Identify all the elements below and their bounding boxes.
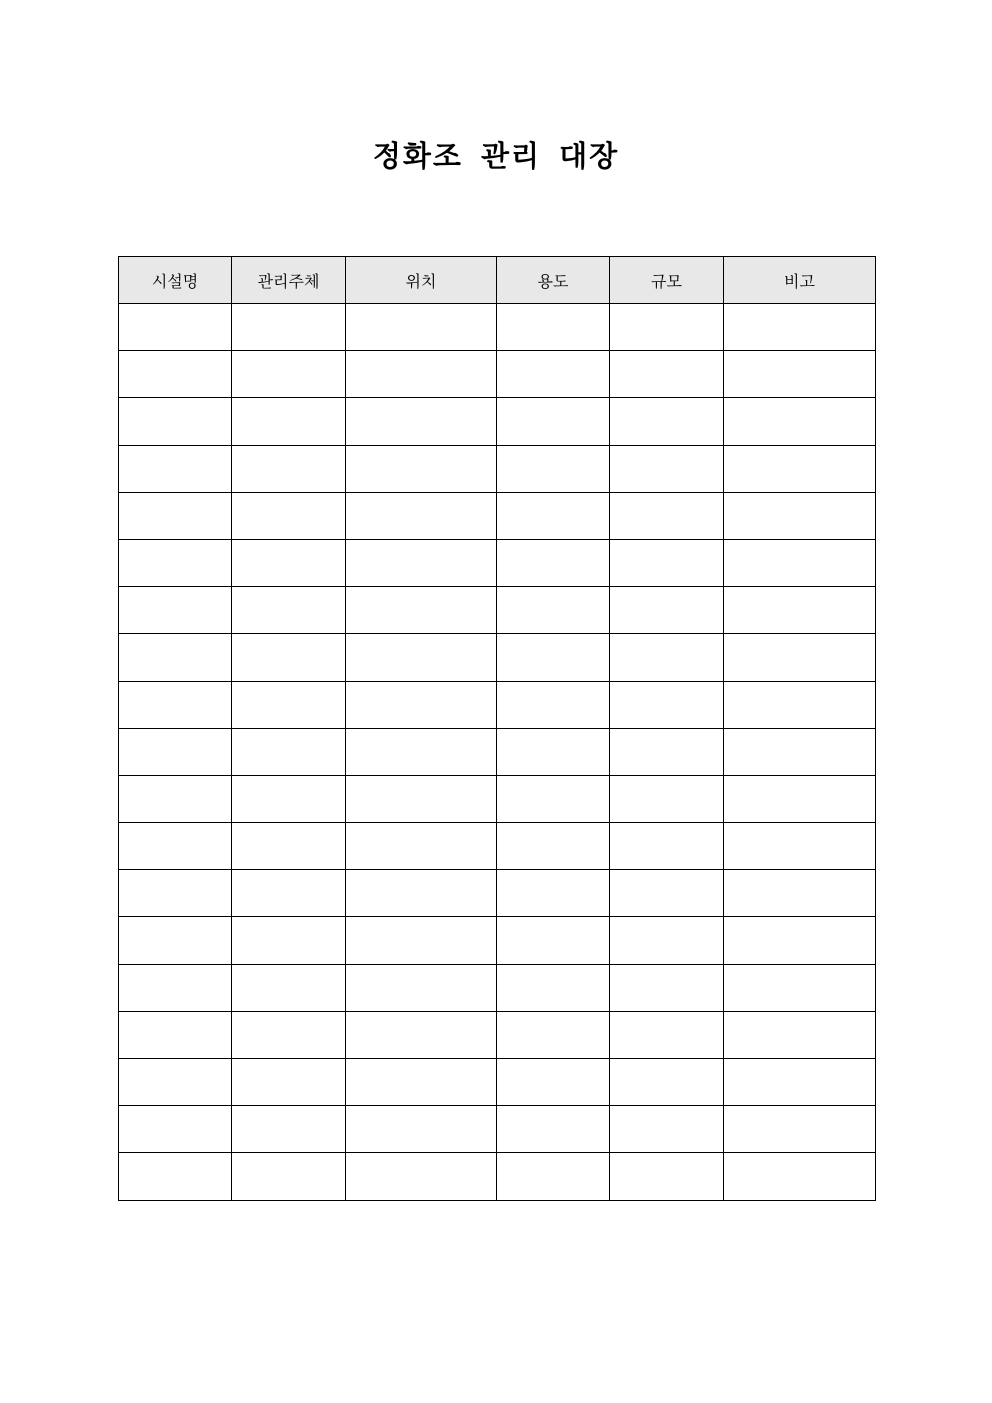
management-entity-cell[interactable]	[232, 870, 346, 917]
header-location: 위치	[346, 257, 497, 304]
facility-name-cell[interactable]	[119, 492, 232, 539]
location-cell[interactable]	[346, 1011, 497, 1058]
location-cell[interactable]	[346, 634, 497, 681]
location-cell[interactable]	[346, 964, 497, 1011]
remarks-cell[interactable]	[724, 587, 876, 634]
purpose-cell[interactable]	[497, 1106, 610, 1153]
table-row	[119, 917, 876, 964]
remarks-cell[interactable]	[724, 1106, 876, 1153]
remarks-cell[interactable]	[724, 1059, 876, 1106]
management-entity-cell[interactable]	[232, 1059, 346, 1106]
location-cell[interactable]	[346, 917, 497, 964]
remarks-cell[interactable]	[724, 539, 876, 586]
remarks-cell[interactable]	[724, 728, 876, 775]
location-cell[interactable]	[346, 1059, 497, 1106]
remarks-cell[interactable]	[724, 917, 876, 964]
management-entity-cell[interactable]	[232, 1106, 346, 1153]
facility-name-cell[interactable]	[119, 587, 232, 634]
facility-name-cell[interactable]	[119, 1011, 232, 1058]
page-title: 정화조 관리 대장	[372, 139, 620, 173]
purpose-cell[interactable]	[497, 445, 610, 492]
facility-name-cell[interactable]	[119, 1059, 232, 1106]
remarks-cell[interactable]	[724, 445, 876, 492]
purpose-cell[interactable]	[497, 1153, 610, 1200]
table-row	[119, 964, 876, 1011]
management-entity-cell[interactable]	[232, 351, 346, 398]
remarks-cell[interactable]	[724, 634, 876, 681]
facility-name-cell[interactable]	[119, 775, 232, 822]
table-row	[119, 681, 876, 728]
scale-cell[interactable]	[610, 823, 724, 870]
management-entity-cell[interactable]	[232, 823, 346, 870]
scale-cell[interactable]	[610, 1153, 724, 1200]
location-cell[interactable]	[346, 728, 497, 775]
purpose-cell[interactable]	[497, 351, 610, 398]
management-entity-cell[interactable]	[232, 587, 346, 634]
table-row	[119, 1011, 876, 1058]
remarks-cell[interactable]	[724, 1153, 876, 1200]
table-row	[119, 587, 876, 634]
remarks-cell[interactable]	[724, 1011, 876, 1058]
scale-cell[interactable]	[610, 398, 724, 445]
facility-name-cell[interactable]	[119, 728, 232, 775]
management-entity-cell[interactable]	[232, 728, 346, 775]
facility-name-cell[interactable]	[119, 351, 232, 398]
table-row	[119, 304, 876, 351]
location-cell[interactable]	[346, 398, 497, 445]
facility-name-cell[interactable]	[119, 681, 232, 728]
table-row	[119, 1059, 876, 1106]
management-entity-cell[interactable]	[232, 1153, 346, 1200]
scale-cell[interactable]	[610, 492, 724, 539]
location-cell[interactable]	[346, 445, 497, 492]
table-row	[119, 539, 876, 586]
purpose-cell[interactable]	[497, 964, 610, 1011]
table-row	[119, 398, 876, 445]
remarks-cell[interactable]	[724, 823, 876, 870]
facility-name-cell[interactable]	[119, 917, 232, 964]
location-cell[interactable]	[346, 823, 497, 870]
location-cell[interactable]	[346, 870, 497, 917]
table-row	[119, 445, 876, 492]
table-body	[119, 304, 876, 1201]
scale-cell[interactable]	[610, 587, 724, 634]
management-entity-cell[interactable]	[232, 539, 346, 586]
remarks-cell[interactable]	[724, 775, 876, 822]
location-cell[interactable]	[346, 587, 497, 634]
header-purpose: 용도	[497, 257, 610, 304]
remarks-cell[interactable]	[724, 964, 876, 1011]
table-row	[119, 351, 876, 398]
purpose-cell[interactable]	[497, 492, 610, 539]
location-cell[interactable]	[346, 681, 497, 728]
scale-cell[interactable]	[610, 775, 724, 822]
table-row	[119, 1153, 876, 1200]
location-cell[interactable]	[346, 492, 497, 539]
purpose-cell[interactable]	[497, 917, 610, 964]
purpose-cell[interactable]	[497, 1011, 610, 1058]
remarks-cell[interactable]	[724, 681, 876, 728]
scale-cell[interactable]	[610, 445, 724, 492]
purpose-cell[interactable]	[497, 634, 610, 681]
management-entity-cell[interactable]	[232, 1011, 346, 1058]
management-entity-cell[interactable]	[232, 398, 346, 445]
purpose-cell[interactable]	[497, 587, 610, 634]
facility-name-cell[interactable]	[119, 1153, 232, 1200]
location-cell[interactable]	[346, 539, 497, 586]
header-remarks: 비고	[724, 257, 876, 304]
facility-name-cell[interactable]	[119, 1106, 232, 1153]
scale-cell[interactable]	[610, 1011, 724, 1058]
purpose-cell[interactable]	[497, 681, 610, 728]
facility-name-cell[interactable]	[119, 445, 232, 492]
scale-cell[interactable]	[610, 728, 724, 775]
scale-cell[interactable]	[610, 634, 724, 681]
scale-cell[interactable]	[610, 917, 724, 964]
management-entity-cell[interactable]	[232, 775, 346, 822]
remarks-cell[interactable]	[724, 492, 876, 539]
scale-cell[interactable]	[610, 304, 724, 351]
scale-cell[interactable]	[610, 681, 724, 728]
management-entity-cell[interactable]	[232, 492, 346, 539]
table-row	[119, 775, 876, 822]
purpose-cell[interactable]	[497, 539, 610, 586]
purpose-cell[interactable]	[497, 870, 610, 917]
remarks-cell[interactable]	[724, 304, 876, 351]
purpose-cell[interactable]	[497, 398, 610, 445]
management-entity-cell[interactable]	[232, 681, 346, 728]
facility-name-cell[interactable]	[119, 964, 232, 1011]
septic-tank-ledger-table	[118, 256, 876, 1201]
header-facility-name: 시설명	[119, 257, 232, 304]
table-row	[119, 634, 876, 681]
table-row	[119, 1106, 876, 1153]
facility-name-cell[interactable]	[119, 398, 232, 445]
management-entity-cell[interactable]	[232, 445, 346, 492]
facility-name-cell[interactable]	[119, 823, 232, 870]
management-entity-cell[interactable]	[232, 304, 346, 351]
location-cell[interactable]	[346, 1153, 497, 1200]
location-cell[interactable]	[346, 775, 497, 822]
purpose-cell[interactable]	[497, 775, 610, 822]
management-entity-cell[interactable]	[232, 964, 346, 1011]
remarks-cell[interactable]	[724, 398, 876, 445]
scale-cell[interactable]	[610, 539, 724, 586]
location-cell[interactable]	[346, 1106, 497, 1153]
location-cell[interactable]	[346, 351, 497, 398]
table-row	[119, 728, 876, 775]
purpose-cell[interactable]	[497, 1059, 610, 1106]
remarks-cell[interactable]	[724, 351, 876, 398]
purpose-cell[interactable]	[497, 728, 610, 775]
purpose-cell[interactable]	[497, 304, 610, 351]
header-management-entity: 관리주체	[232, 257, 346, 304]
header-scale: 규모	[610, 257, 724, 304]
scale-cell[interactable]	[610, 351, 724, 398]
location-cell[interactable]	[346, 304, 497, 351]
management-entity-cell[interactable]	[232, 917, 346, 964]
scale-cell[interactable]	[610, 1106, 724, 1153]
scale-cell[interactable]	[610, 870, 724, 917]
management-entity-cell[interactable]	[232, 634, 346, 681]
facility-name-cell[interactable]	[119, 304, 232, 351]
scale-cell[interactable]	[610, 964, 724, 1011]
scale-cell[interactable]	[610, 1059, 724, 1106]
facility-name-cell[interactable]	[119, 539, 232, 586]
table-header-row	[119, 257, 876, 304]
purpose-cell[interactable]	[497, 823, 610, 870]
table-row	[119, 870, 876, 917]
table-row	[119, 823, 876, 870]
remarks-cell[interactable]	[724, 870, 876, 917]
facility-name-cell[interactable]	[119, 870, 232, 917]
table-row	[119, 492, 876, 539]
facility-name-cell[interactable]	[119, 634, 232, 681]
